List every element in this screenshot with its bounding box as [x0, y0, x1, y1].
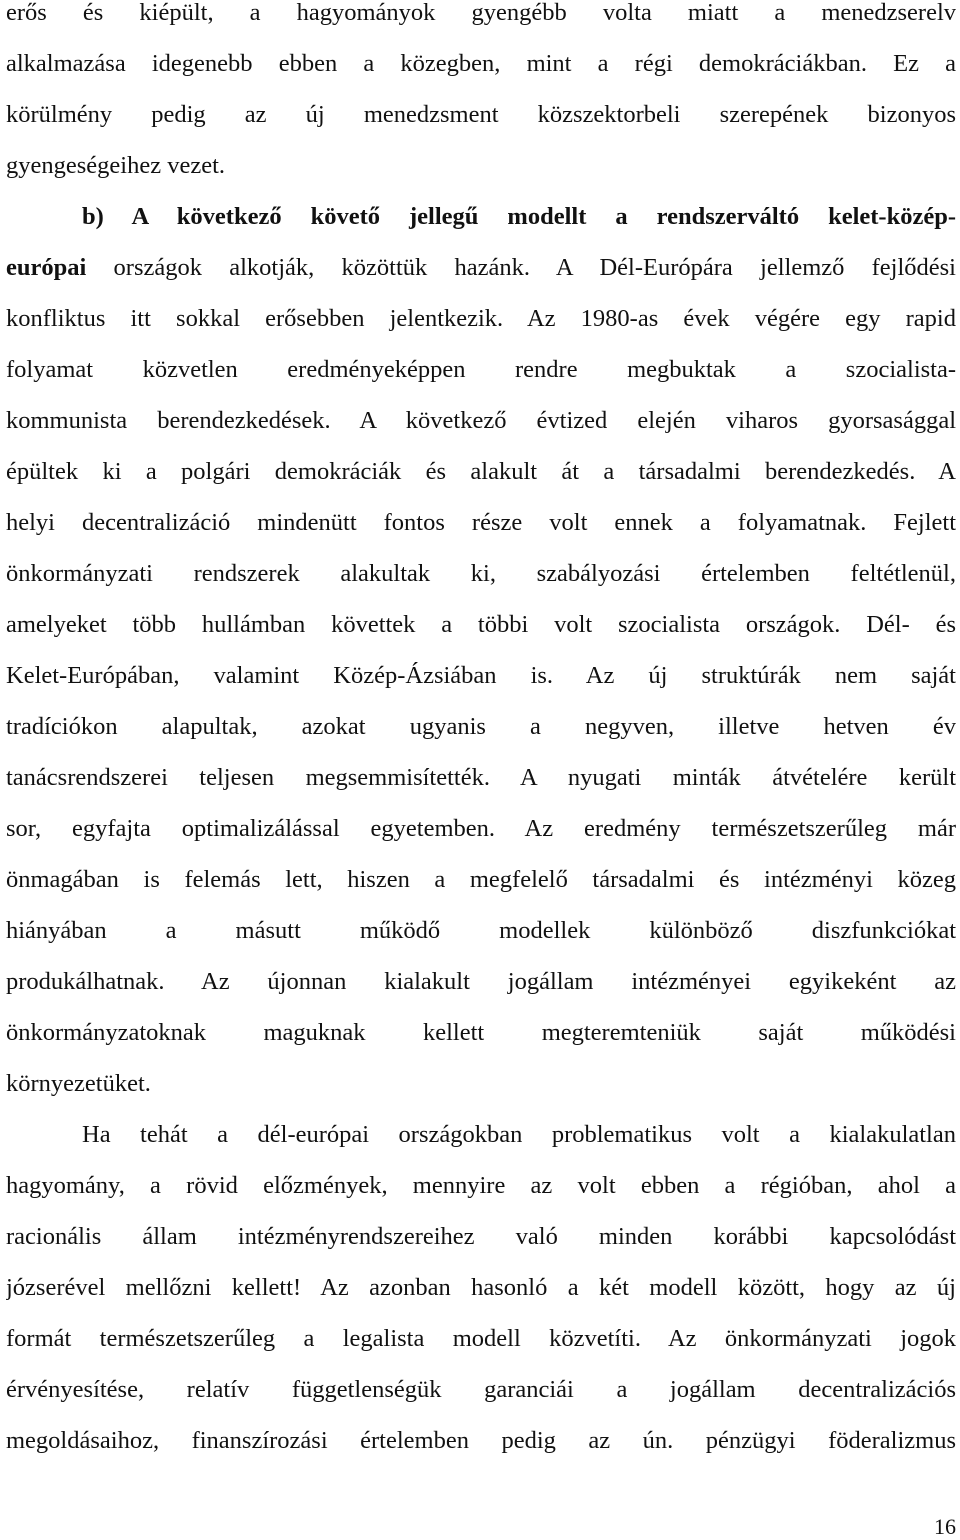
text-line: Ha tehát a dél-európai országokban problematikus volt a kialakulatlan [82, 1121, 956, 1148]
text-line: körülmény pedig az új menedzsment közszektorbeli szerepének bizonyos [6, 101, 956, 128]
text-line: alkalmazása idegenebb ebben a közegben, mint a régi demokráciákban. Ez a [6, 50, 956, 77]
document-page [6, 0, 956, 1466]
text-line: környezetüket. [6, 1070, 151, 1097]
bold-term: európai [6, 254, 87, 281]
text-line: önkormányzati rendszerek alakultak ki, szabályozási értelemben feltétlenül, [6, 560, 956, 587]
text-line: sor, egyfajta optimalizálással egyetemben. Az eredmény természetszerűleg már [6, 815, 956, 842]
text-line: érvényesítése, relatív függetlenségük garanciái a jogállam decentralizációs [6, 1376, 956, 1403]
text-line: önkormányzatoknak maguknak kellett megteremteniük saját működési [6, 1019, 956, 1046]
text-line: racionális állam intézményrendszereihez való minden korábbi kapcsolódást [6, 1223, 956, 1250]
text-line: erős és kiépült, a hagyományok gyengébb volta miatt a menedzserelv [6, 0, 956, 26]
text-line: produkálhatnak. Az újonnan kialakult jogállam intézményei egyikeként az [6, 968, 956, 995]
paragraph-1 [6, 0, 956, 191]
text-line: formát természetszerűleg a legalista modell közvetíti. Az önkormányzati jogok [6, 1325, 956, 1352]
text-line [6, 242, 956, 293]
text-line: megoldásaihoz, finanszírozási értelemben pedig az ún. pénzügyi föderalizmus [6, 1427, 956, 1454]
text-line: hagyomány, a rövid előzmények, mennyire az volt ebben a régióban, ahol a [6, 1172, 956, 1199]
text-line: Kelet-Európában, valamint Közép-Ázsiában is. Az új struktúrák nem saját [6, 662, 956, 689]
text-line: tanácsrendszerei teljesen megsemmisítették. A nyugati minták átvételére került [6, 764, 956, 791]
text-line: épültek ki a polgári demokráciák és alakult át a társadalmi berendezkedés. A [6, 458, 956, 485]
paragraph-2 [6, 191, 956, 1109]
text-line: józserével mellőzni kellett! Az azonban hasonló a két modell között, hogy az új [6, 1274, 956, 1301]
text-line: hiányában a másutt működő modellek különböző diszfunkciókat [6, 917, 956, 944]
text-line: gyengeségeihez vezet. [6, 152, 226, 179]
page-number: 16 [934, 1514, 956, 1539]
text-line: helyi decentralizáció mindenütt fontos része volt ennek a folyamatnak. Fejlett [6, 509, 956, 536]
text-line: kommunista berendezkedések. A következő évtized elején viharos gyorsasággal [6, 407, 956, 434]
text-line: folyamat közvetlen eredményeképpen rendre megbuktak a szocialista- [6, 356, 956, 383]
text-line: önmagában is felemás lett, hiszen a megfelelő társadalmi és intézményi közeg [6, 866, 956, 893]
text-line: tradíciókon alapultak, azokat ugyanis a negyven, illetve hetven év [6, 713, 956, 740]
paragraph-3 [6, 1109, 956, 1466]
section-heading-line: b) A következő követő jellegű modellt a rendszerváltó kelet-közép- [82, 203, 956, 230]
text-line: amelyeket több hullámban követtek a többi volt szocialista országok. Dél- és [6, 611, 956, 638]
text-span: országok alkotják, közöttük hazánk. A Dél-Európára jellemző fejlődési [86, 254, 956, 281]
text-line: konfliktus itt sokkal erősebben jelentkezik. Az 1980-as évek végére egy rapid [6, 305, 956, 332]
